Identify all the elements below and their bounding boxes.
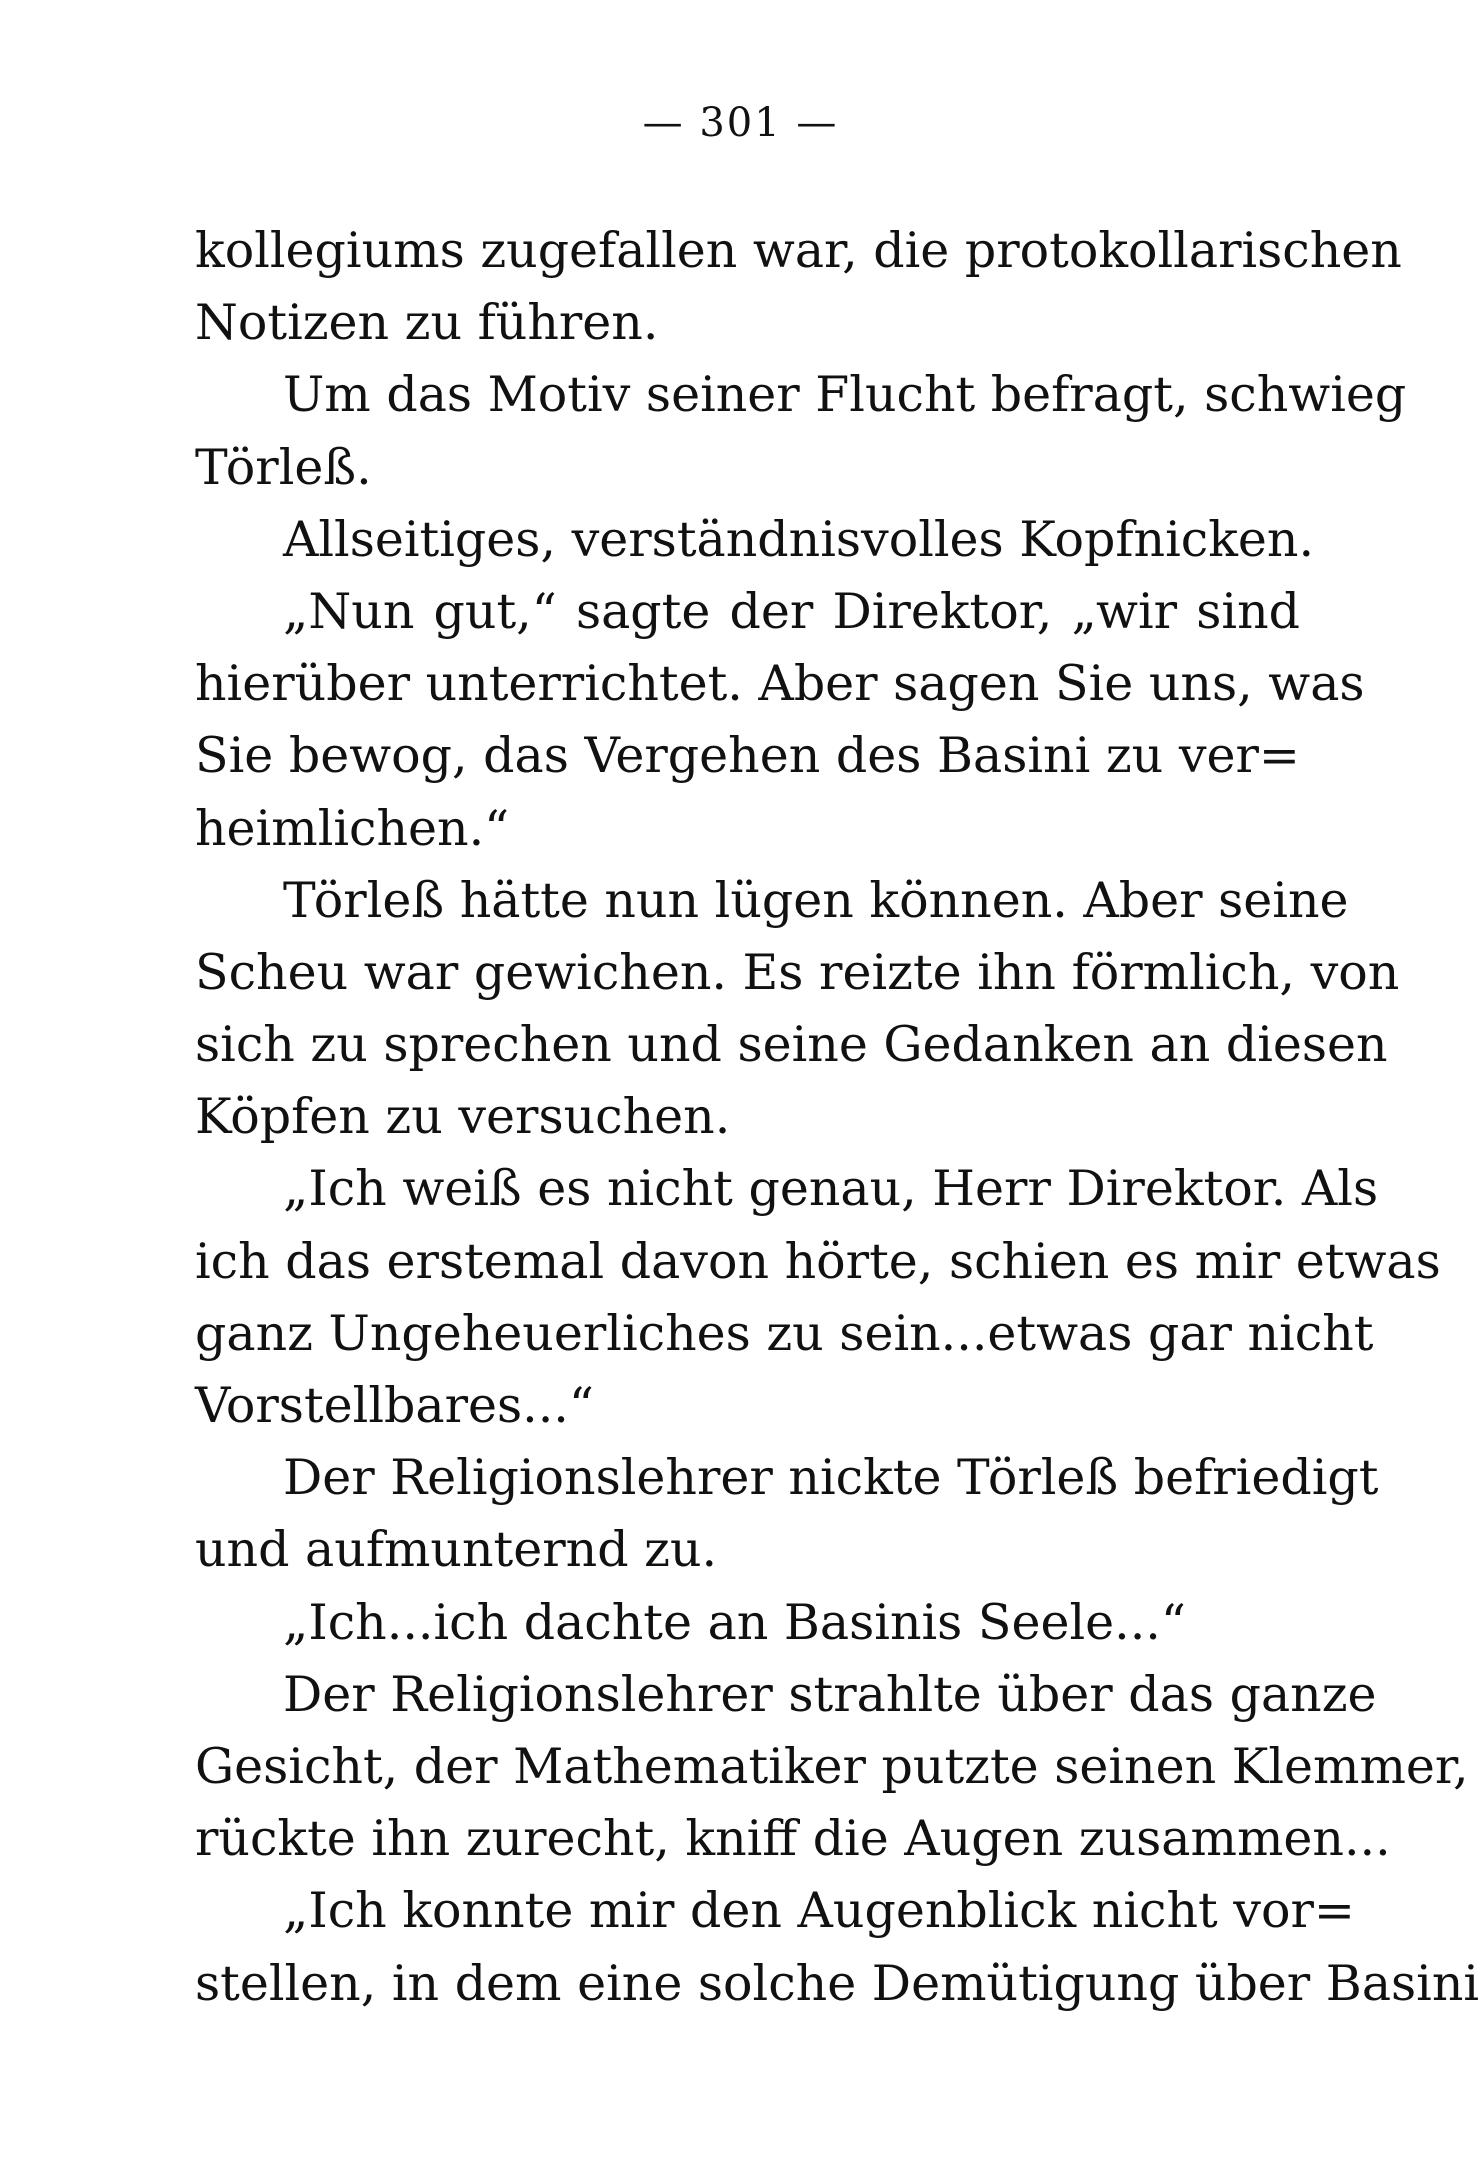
text-line: stellen, in dem eine solche Demütigung über Basini	[195, 1954, 1480, 2012]
text-line: ich das erstemal davon hörte, schien es mir etwas	[195, 1232, 1441, 1290]
text-line: Allseitiges, verständnisvolles Kopfnicken.	[283, 510, 1315, 568]
text-line: Scheu war gewichen. Es reizte ihn förmlich, von	[195, 943, 1400, 1001]
text-line: „Nun gut,“ sagte der Direktor, „wir sind	[283, 582, 1300, 640]
text-line: Köpfen zu versuchen.	[195, 1088, 731, 1146]
text-line: rückte ihn zurecht, kniff die Augen zusammen...	[195, 1810, 1391, 1868]
text-line: „Ich konnte mir den Augenblick nicht vor=	[283, 1882, 1355, 1940]
text-line: Der Religionslehrer strahlte über das ganze	[283, 1665, 1377, 1723]
text-line: Gesicht, der Mathematiker putzte seinen Klemmer,	[195, 1737, 1469, 1795]
text-line: Törleß hätte nun lügen können. Aber seine	[283, 871, 1349, 929]
text-line: sich zu sprechen und seine Gedanken an diesen	[195, 1016, 1388, 1074]
text-line: hierüber unterrichtet. Aber sagen Sie uns, was	[195, 655, 1365, 713]
text-line: heimlichen.“	[195, 799, 510, 857]
text-line: Um das Motiv seiner Flucht befragt, schwieg	[283, 366, 1407, 424]
body-text	[195, 215, 1480, 2020]
text-line: „Ich weiß es nicht genau, Herr Direktor. Als	[283, 1160, 1379, 1218]
text-line: ganz Ungeheuerliches zu sein...etwas gar nicht	[195, 1304, 1374, 1362]
text-line: „Ich...ich dachte an Basinis Seele...“	[283, 1593, 1186, 1651]
page-number: — 301 —	[642, 100, 839, 146]
text-line: Vorstellbares...“	[195, 1377, 594, 1434]
text-line: Notizen zu führen.	[195, 294, 659, 352]
text-line: Törleß.	[195, 438, 372, 496]
text-line: und aufmunternd zu.	[195, 1521, 718, 1579]
text-line: Der Religionslehrer nickte Törleß befriedigt	[283, 1449, 1379, 1507]
text-line: kollegiums zugefallen war, die protokollarischen	[195, 222, 1402, 279]
text-line: Sie bewog, das Vergehen des Basini zu ver=	[195, 727, 1300, 785]
